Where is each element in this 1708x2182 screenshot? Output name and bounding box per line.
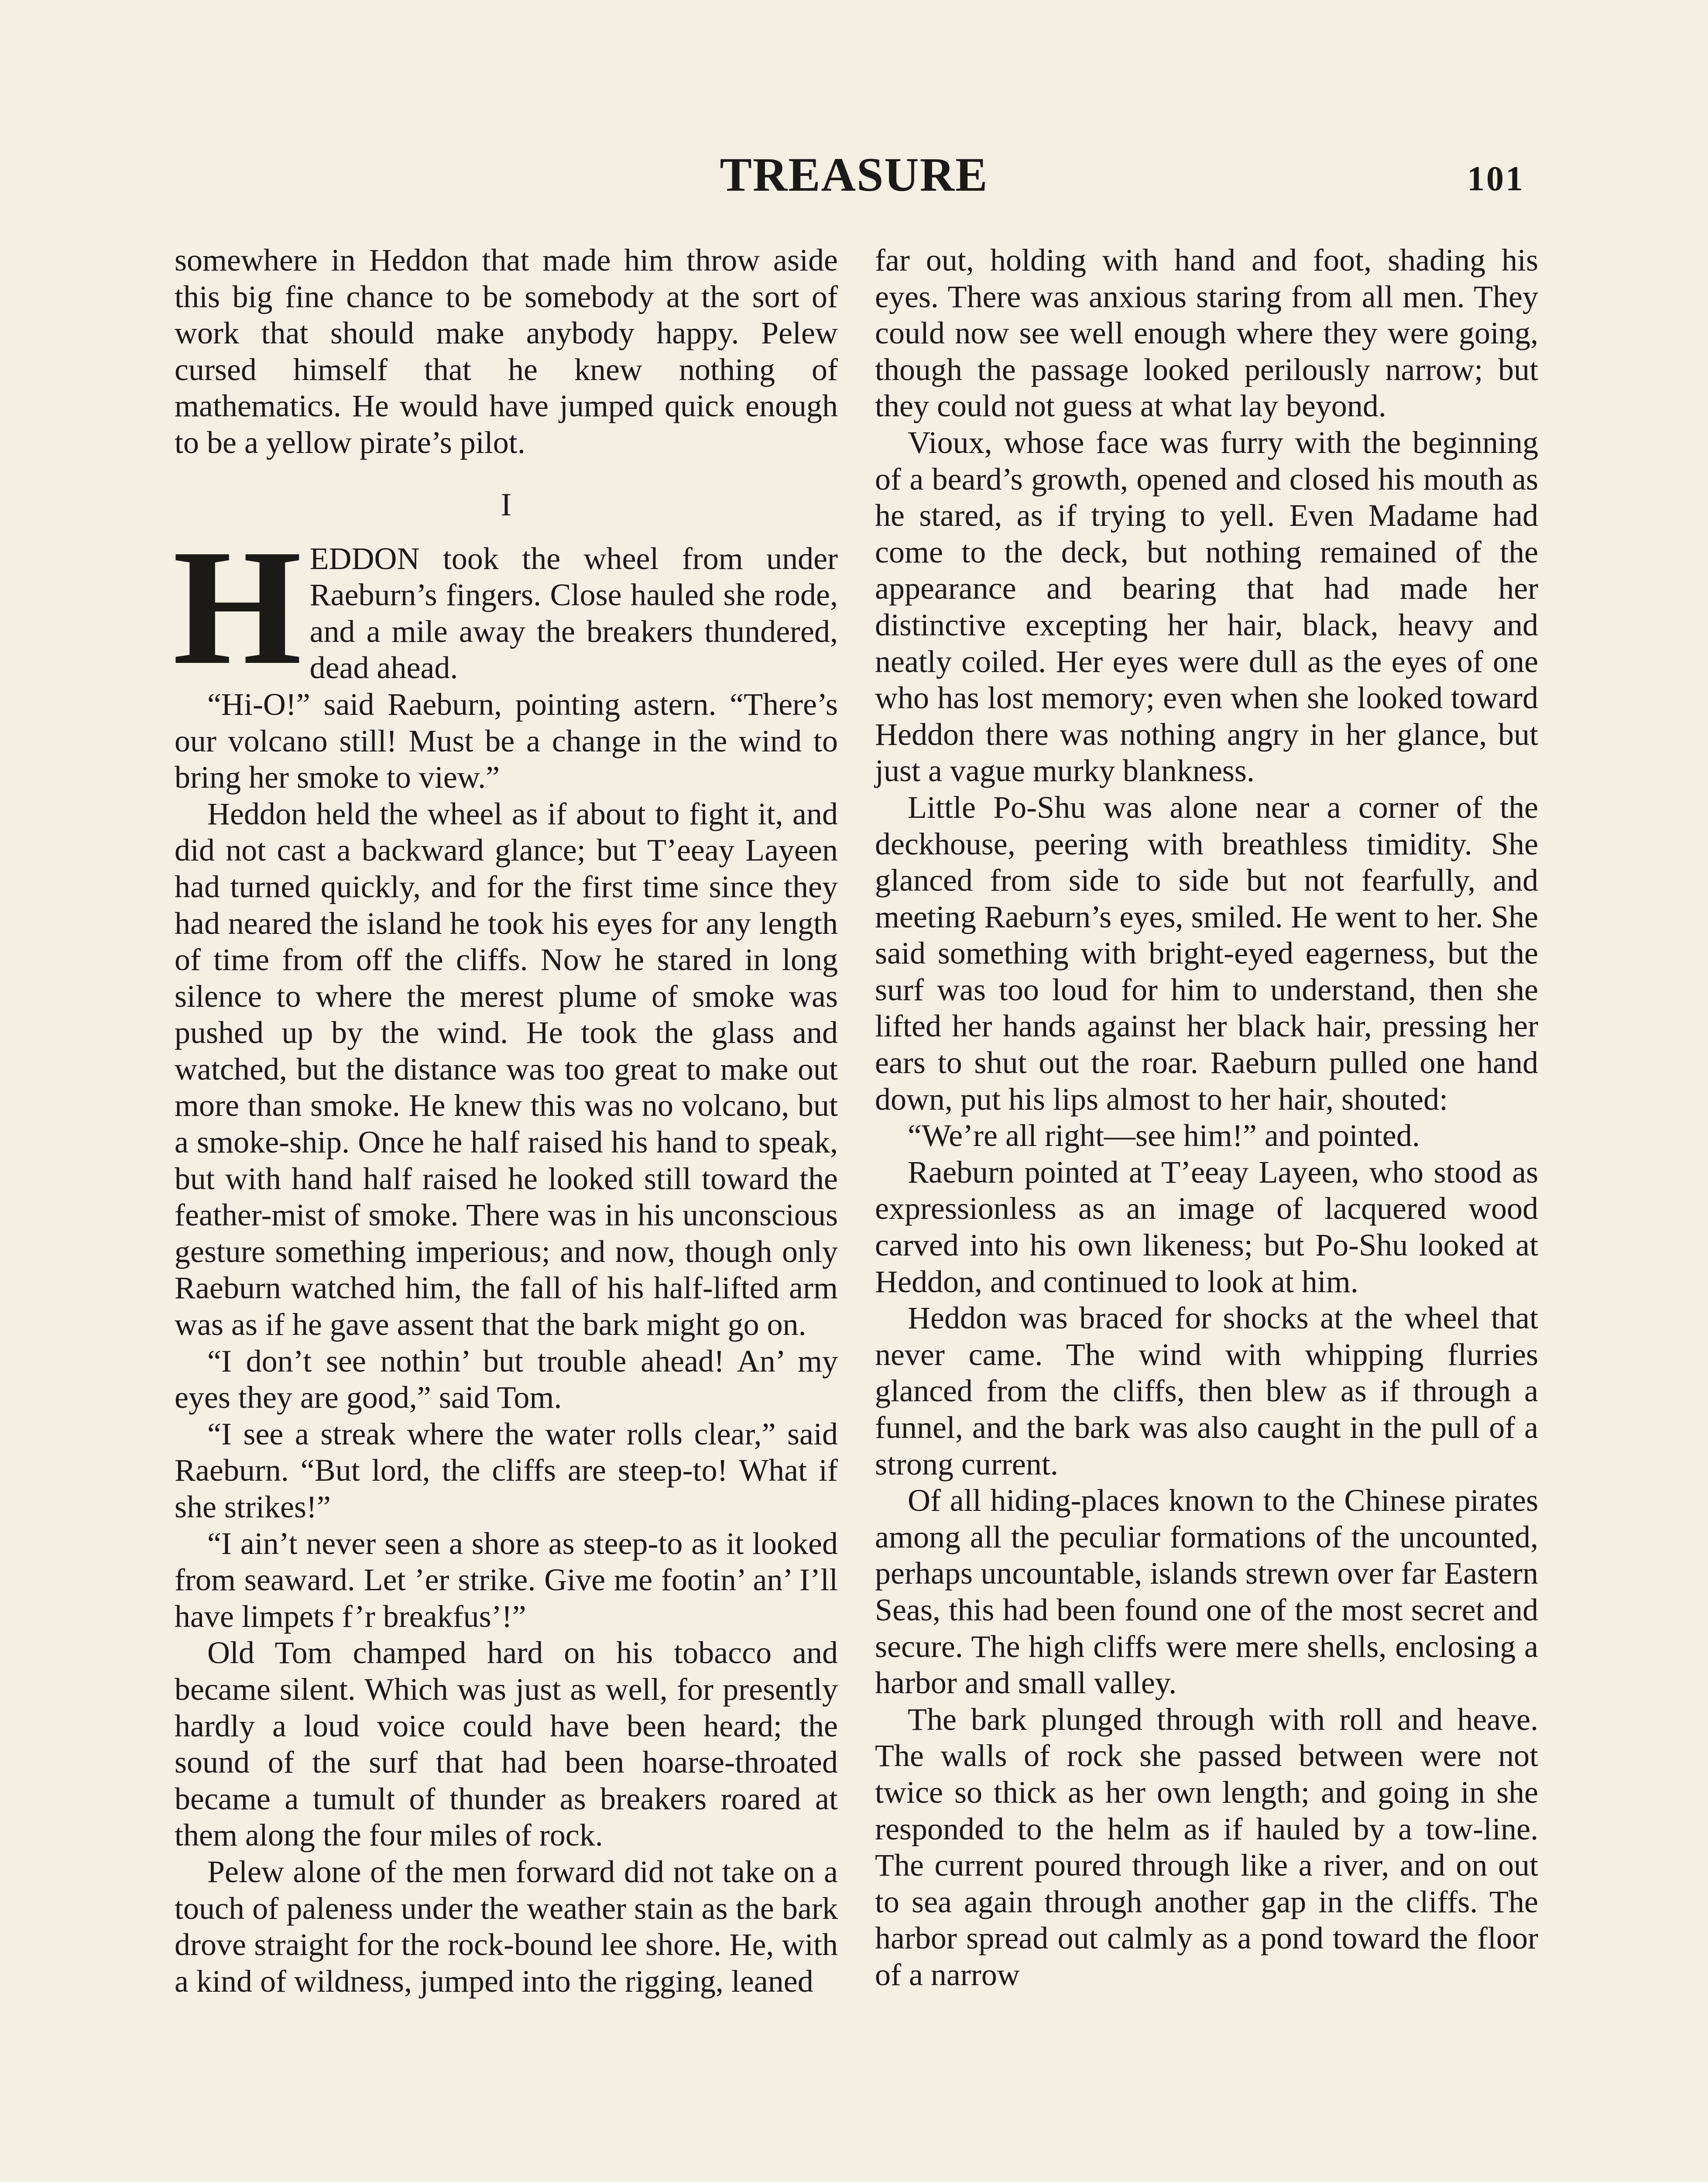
paragraph: far out, holding with hand and foot, shading his eyes. There was anxious staring from all men. They could now see well enough where they were going, though the passage looked perilously narrow; but they could not guess at what lay beyond. <box>875 243 1538 424</box>
opening-paragraph-text: EDDON took the wheel from under Raeburn’s fingers. Close hauled she rode, and a mile away the breakers thundered, dead ahead. <box>309 541 838 686</box>
drop-cap: H <box>173 515 302 699</box>
paragraph: somewhere in Heddon that made him throw aside this big fine chance to be somebody at the sort of work that should make anybody happy. Pelew cursed himself that he knew nothing of mathematics. He would have jumped quick enough to be a yellow pirate’s pilot. <box>175 243 838 460</box>
paragraph: Little Po-Shu was alone near a corner of the deckhouse, peering with breathless timidity. She glanced from side to side but not fearfully, and meeting Raeburn’s eyes, smiled. He went to her. She said something with bright-eyed eagerness, but the surf was too loud for him to understand, then she lifted her hands against her black hair, pressing her ears to shut out the roar. Raeburn pulled one hand down, put his lips almost to her hair, shouted: <box>875 789 1538 1117</box>
right-column <box>875 242 1538 1993</box>
paragraph: Heddon was braced for shocks at the wheel that never came. The wind with whipping flurries glanced from the cliffs, then blew as if through a funnel, and the bark was also caught in the pull of a strong current. <box>875 1300 1538 1482</box>
paragraph: Heddon held the wheel as if about to fight it, and did not cast a backward glance; but T’eeay Layeen had turned quickly, and for the first time since they had neared the island he took his eyes for any length of time from off the cliffs. Now he stared in long silence to where the merest plume of smoke was pushed up by the wind. He took the glass and watched, but the distance was too great to make out more than smoke. He knew this was no volcano, but a smoke-ship. Once he half raised his hand to speak, but with hand half raised he looked still toward the feather-mist of smoke. There was in his unconscious gesture something imperious; and now, though only Raeburn watched him, the fall of his half-lifted arm was as if he gave assent that the bark might go on. <box>175 796 838 1342</box>
paragraph: The bark plunged through with roll and heave. The walls of rock she passed between were not twice so thick as her own length; and going in she responded to the helm as if hauled by a tow-line. The current poured through like a river, and on out to sea again through another gap in the cliffs. The harbor spread out calmly as a pond toward the floor of a narrow <box>875 1702 1538 1992</box>
section-numeral: I <box>501 487 512 523</box>
paragraph: “I see a streak where the water rolls clear,” said Raeburn. “But lord, the cliffs are steep-to! What if she strikes!” <box>175 1416 838 1524</box>
left-column <box>175 242 838 2000</box>
paragraph: “We’re all right—see him!” and pointed. <box>908 1118 1420 1153</box>
paragraph: Pelew alone of the men forward did not take on a touch of paleness under the weather stain as the bark drove straight for the rock-bound lee shore. He, with a kind of wildness, jumped into the rigging, leaned <box>175 1854 838 1999</box>
paragraph: Vioux, whose face was furry with the beginning of a beard’s growth, opened and closed his mouth as he stared, as if trying to yell. Even Madame had come to the deck, but nothing remained of the appearance and bearing that had made her distinctive excepting her hair, black, heavy and neatly coiled. Her eyes were dull as the eyes of one who has lost memory; even when she looked toward Heddon there was nothing angry in her glance, but just a vague murky blankness. <box>875 425 1538 789</box>
paragraph: Old Tom champed hard on his tobacco and became silent. Which was just as well, for presently hardly a loud voice could have been heard; the sound of the surf that had been hoarse-throated became a tumult of thunder as breakers roared at them along the four miles of rock. <box>175 1635 838 1853</box>
page-number: 101 <box>1467 160 1525 198</box>
page-header <box>0 144 1708 205</box>
paragraph: “Hi-O!” said Raeburn, pointing astern. “There’s our volcano still! Must be a change in the wind to bring her smoke to view.” <box>175 686 838 795</box>
paragraph: “I ain’t never seen a shore as steep-to as it looked from seaward. Let ’er strike. Give me footin’ an’ I’ll have limpets f’r breakfus’!” <box>175 1526 838 1634</box>
paragraph: Raeburn pointed at T’eeay Layeen, who stood as expressionless as an image of lacquered wood carved into his own likeness; but Po-Shu looked at Heddon, and continued to look at him. <box>875 1154 1538 1299</box>
paragraph: “I don’t see nothin’ but trouble ahead! An’ my eyes they are good,” said Tom. <box>175 1343 838 1415</box>
running-title: TREASURE <box>720 148 988 201</box>
paragraph: Of all hiding-places known to the Chinese pirates among all the peculiar formations of the uncounted, perhaps uncountable, islands strewn over far Eastern Seas, this had been found one of the most secret and secure. The high cliffs were mere shells, enclosing a harbor and small valley. <box>875 1483 1538 1701</box>
opening-paragraph <box>173 515 838 699</box>
